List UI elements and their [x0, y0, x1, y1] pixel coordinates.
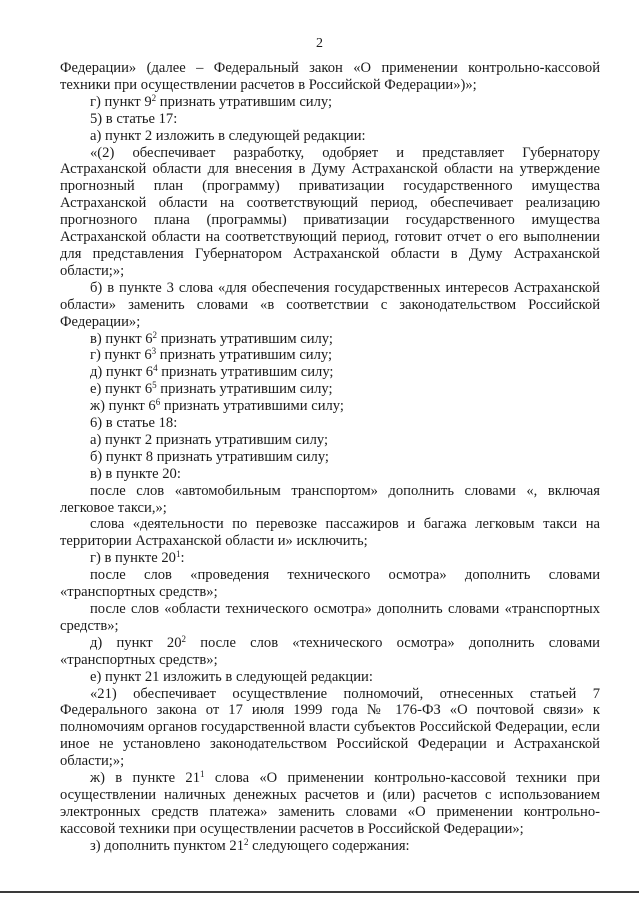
- superscript: 2: [151, 92, 157, 103]
- paragraph-text: после слов «проведения технического осмотра» дополнить словами «транспортных средств»;: [60, 567, 600, 601]
- paragraph: [60, 347, 600, 364]
- paragraph: [60, 550, 600, 567]
- paragraph: [60, 415, 600, 432]
- paragraph-text: в) в пункте 20:: [90, 465, 181, 482]
- paragraph: [60, 94, 600, 111]
- document-body: [60, 60, 600, 855]
- paragraph-text: признать утратившим силу;: [157, 364, 334, 381]
- paragraph-text: е) пункт 6: [90, 381, 153, 398]
- paragraph-text: а) пункт 2 изложить в следующей редакции:: [90, 127, 366, 144]
- paragraph-text: 5) в статье 17:: [90, 110, 178, 127]
- paragraph-text: д) пункт 20: [90, 634, 182, 651]
- paragraph-text: д) пункт 6: [90, 364, 154, 381]
- paragraph: [60, 145, 600, 280]
- superscript: 1: [200, 769, 205, 780]
- paragraph: [60, 449, 600, 466]
- paragraph-text: е) пункт 21 изложить в следующей редакции:: [90, 668, 373, 685]
- paragraph-text: :: [180, 550, 185, 567]
- paragraph: [60, 567, 600, 601]
- paragraph-text: следующего содержания:: [248, 837, 410, 854]
- paragraph-text: признать утратившими силу;: [160, 398, 344, 415]
- paragraph: [60, 770, 600, 838]
- paragraph: [60, 381, 600, 398]
- paragraph-text: слова «деятельности по перевозке пассажиров и багажа легковым такси на территории Астраханской области и» исключить;: [60, 516, 600, 550]
- page-number: 2: [316, 36, 323, 51]
- superscript: 1: [175, 549, 181, 560]
- paragraph: [60, 838, 600, 855]
- paragraph-text: признать утратившим силу;: [156, 381, 333, 398]
- paragraph: [60, 601, 600, 635]
- superscript: 6: [155, 397, 161, 408]
- superscript: 4: [153, 363, 158, 374]
- paragraph-text: после слов «области технического осмотра» дополнить словами «транспортных средств»;: [60, 601, 600, 634]
- paragraph: [60, 280, 600, 331]
- paragraph-text: б) в пункте 3 слова «для обеспечения государственных интересов Астраханской области» заменить словами «в соответствии с законодательством Российской Федерации»;: [60, 279, 600, 330]
- paragraph-text: признать утратившим силу;: [157, 330, 333, 347]
- paragraph-text: «21) обеспечивает осуществление полномочий, отнесенных статьей 7 Федерального закона от 17 июля 1999 года № 176-ФЗ «О почтовой связи» к полномочиям органов государственной власти субъектов Российской Федерации, если иное не установлено законодательством Российской Федерации и Астраханской области;»;: [60, 685, 600, 770]
- superscript: 2: [244, 836, 249, 847]
- paragraph-text: ж) пункт 6: [90, 398, 156, 415]
- paragraph-text: б) пункт 8 признать утратившим силу;: [90, 448, 329, 465]
- superscript: 3: [151, 346, 157, 357]
- paragraph: [60, 364, 600, 381]
- paragraph-text: после слов «автомобильным транспортом» дополнить словами «, включая легковое такси,»;: [60, 482, 600, 516]
- paragraph-text: «(2) обеспечивает разработку, одобряет и представляет Губернатору Астраханской области для внесения в Думу Астраханской области на утверждение прогнозный план (программу) приватизации государственного имущества Астраханской области на соответствующий период, обеспечивает реализацию прогнозного плана (программы) приватизации государственного имущества Астраханской области на соответствующий период, готовит отчет о его выполнении для представления Губернатором Астраханской области в Думу Астраханской области;»;: [60, 144, 600, 279]
- paragraph: [60, 111, 600, 128]
- paragraph-text: признать утратившим силу;: [156, 347, 333, 364]
- paragraph-text: слова «О применении контрольно-кассовой техники при осуществлении наличных денежных расчетов и (или) расчетов с использованием электронных средств платежа» заменить словами «О применении контрольно-кассовой техники при осуществлении расчетов в Российской Федерации»;: [60, 770, 601, 837]
- superscript: 2: [152, 329, 158, 340]
- paragraph: [60, 686, 600, 771]
- paragraph-text: а) пункт 2 признать утратившим силу;: [90, 431, 329, 448]
- paragraph-text: г) пункт 9: [90, 93, 152, 110]
- paragraph: [60, 331, 600, 348]
- paragraph: [60, 483, 600, 517]
- paragraph: [60, 432, 600, 449]
- paragraph-text: г) пункт 6: [90, 347, 152, 364]
- paragraph-text: после слов «технического осмотра» дополнить словами «транспортных средств»;: [60, 634, 600, 668]
- paragraph-text: 6) в статье 18:: [90, 415, 178, 432]
- bottom-rule: [0, 891, 639, 893]
- paragraph-text: г) в пункте 20: [90, 550, 176, 567]
- superscript: 2: [181, 633, 186, 644]
- paragraph-text: признать утратившим силу;: [156, 93, 333, 110]
- paragraph: [60, 128, 600, 145]
- paragraph: [60, 669, 600, 686]
- paragraph-text: з) дополнить пунктом 21: [90, 837, 244, 854]
- paragraph: [60, 635, 600, 669]
- paragraph: [60, 516, 600, 550]
- paragraph-text: Федерации» (далее – Федеральный закон «О применении контрольно-кассовой техники при осуществлении расчетов в Российской Федерации»)»;: [60, 60, 600, 93]
- paragraph: [60, 60, 600, 94]
- superscript: 5: [152, 380, 157, 391]
- paragraph: [60, 466, 600, 483]
- paragraph-text: ж) в пункте 21: [90, 770, 201, 787]
- paragraph: [60, 398, 600, 415]
- paragraph-text: в) пункт 6: [90, 330, 153, 347]
